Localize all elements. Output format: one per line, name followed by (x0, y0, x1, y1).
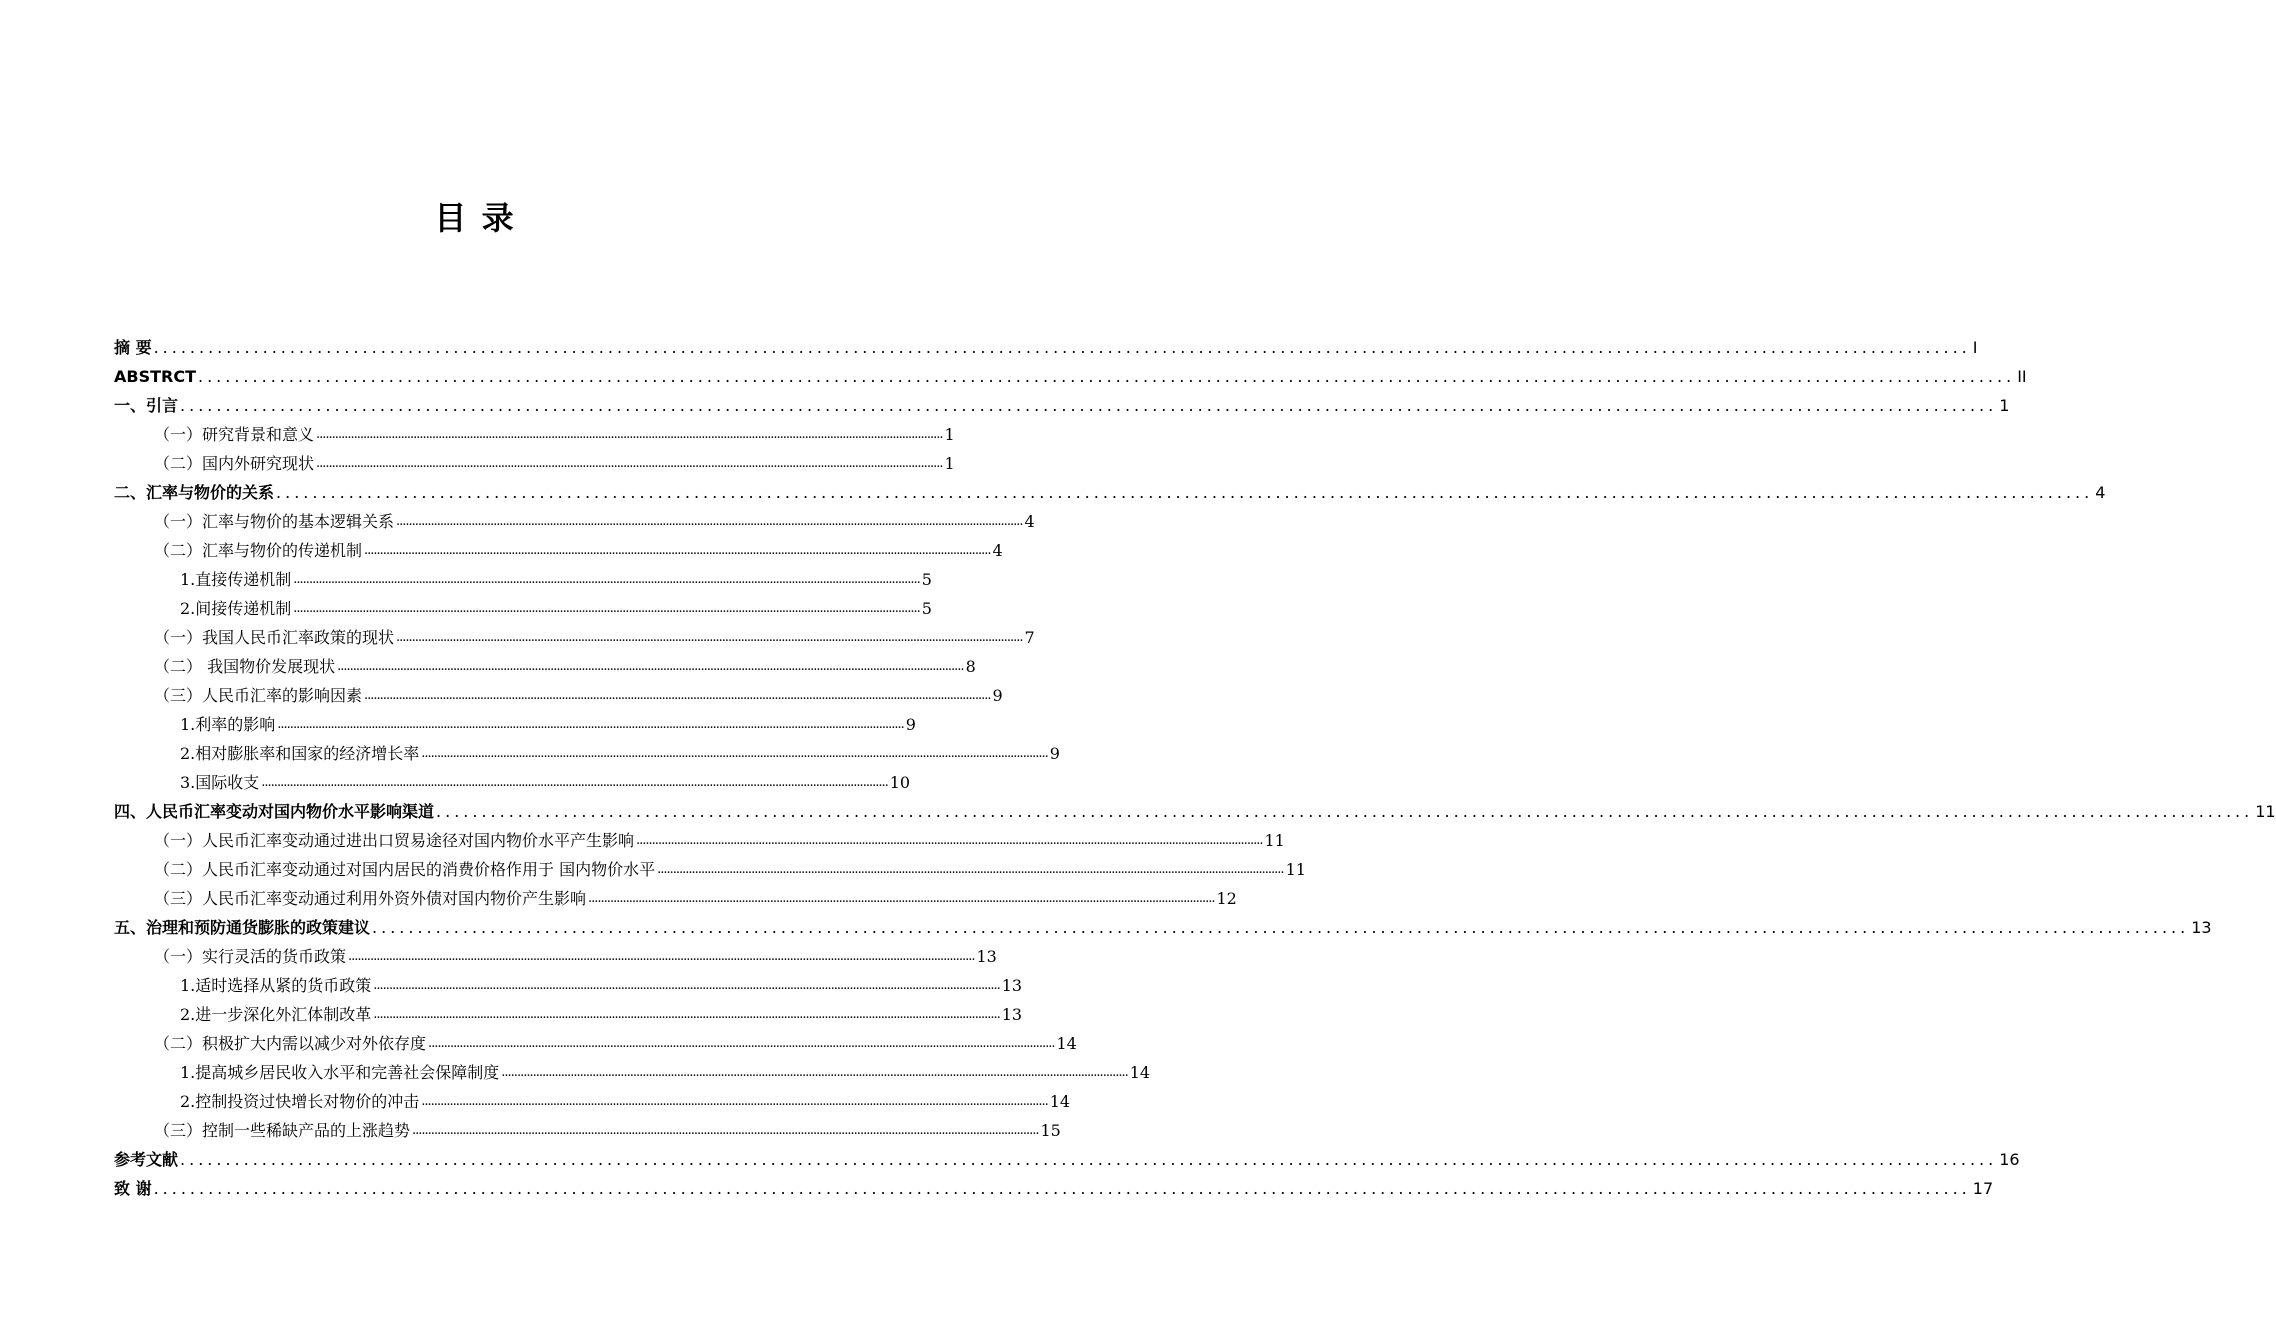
toc-entry-label: 1.利率的影响 (180, 715, 276, 734)
toc-entry[interactable] (114, 649, 976, 678)
toc-dot-leader: ........................................................................................................................................................................................................ (396, 514, 1023, 529)
toc-entry-page-number: 8 (965, 657, 976, 676)
toc-dot-leader: ........................................................................................................................................................................................................ (588, 891, 1215, 906)
toc-entry-page-number: 4 (2095, 483, 2106, 502)
toc-dot-leader: ........................................................................................................................................................................................................ (348, 949, 975, 964)
toc-dot-leader: ........................................................................................................................................................................................................ (364, 688, 991, 703)
toc-entry-page-number: 7 (1024, 628, 1035, 647)
toc-entry-label: （三）人民币汇率变动通过利用外资外债对国内物价产生影响 (154, 889, 587, 908)
toc-entry[interactable] (114, 504, 1035, 533)
toc-dot-leader: ........................................................................................................................................................................................................ (412, 1123, 1039, 1138)
toc-entry[interactable] (114, 968, 1023, 997)
toc-dot-leader: ........................................................................................................................................................................................................ (153, 1179, 1971, 1198)
toc-entry-page-number: 11 (2255, 802, 2276, 821)
toc-entry-page-number: II (2017, 367, 2027, 386)
toc-entry-label: 3.国际收支 (180, 773, 260, 792)
toc-dot-leader: ........................................................................................................................................................................................................ (436, 802, 2254, 821)
toc-entry-page-number: 5 (921, 599, 932, 618)
toc-entry[interactable] (114, 1055, 1151, 1084)
toc-entry-label: （一）实行灵活的货币政策 (154, 947, 347, 966)
toc-dot-leader: ........................................................................................................................................................................................................ (421, 1094, 1048, 1109)
toc-dot-leader: ........................................................................................................................................................................................................ (657, 862, 1284, 877)
toc-entry-label: 四、人民币汇率变动对国内物价水平影响渠道 (114, 802, 435, 821)
toc-dot-leader: ........................................................................................................................................................................................................ (180, 396, 1998, 415)
toc-entry-page-number: 10 (889, 773, 911, 792)
toc-entry[interactable] (114, 881, 1237, 910)
toc-dot-leader: ........................................................................................................................................................................................................ (372, 918, 2190, 937)
toc-entry[interactable] (114, 591, 932, 620)
toc-entry-page-number: 1 (944, 454, 955, 473)
toc-entry[interactable] (114, 678, 1003, 707)
toc-entry-label: 五、治理和预防通货膨胀的政策建议 (114, 918, 371, 937)
toc-dot-leader: ........................................................................................................................................................................................................ (337, 659, 964, 674)
toc-entry-page-number: 11 (1264, 831, 1285, 850)
toc-entry[interactable] (114, 1171, 1994, 1200)
toc-entry[interactable] (114, 939, 997, 968)
toc-dot-leader: ........................................................................................................................................................................................................ (373, 978, 1000, 993)
toc-entry-label: （二）国内外研究现状 (154, 454, 315, 473)
toc-entry[interactable] (114, 794, 2276, 823)
toc-entry[interactable] (114, 562, 932, 591)
toc-title: 目 录 (434, 199, 516, 237)
toc-entry-label: （一）汇率与物价的基本逻辑关系 (154, 512, 395, 531)
toc-entry[interactable] (114, 475, 2106, 504)
toc-dot-leader: ........................................................................................................................................................................................................ (421, 746, 1048, 761)
toc-entry-label: 致 谢 (114, 1179, 152, 1198)
toc-entry[interactable] (114, 1026, 1077, 1055)
toc-entry-page-number: 13 (1001, 1005, 1023, 1024)
toc-entry-label: （二）积极扩大内需以减少对外依存度 (154, 1034, 427, 1053)
toc-entry-page-number: 1 (944, 425, 955, 444)
toc-entry[interactable] (114, 1142, 2020, 1171)
toc-entry-page-number: 12 (1216, 889, 1237, 908)
toc-dot-leader: ........................................................................................................................................................................................................ (373, 1007, 1000, 1022)
toc-entry-label: （二）人民币汇率变动通过对国内居民的消费价格作用于 国内物价水平 (154, 860, 656, 879)
toc-entry-page-number: 17 (1972, 1179, 1994, 1198)
toc-entry[interactable] (114, 417, 955, 446)
toc-entry-label: （二） 我国物价发展现状 (154, 657, 336, 676)
toc-entry-page-number: 4 (992, 541, 1003, 560)
toc-entry-page-number: 14 (1129, 1063, 1151, 1082)
toc-entry-page-number: 14 (1049, 1092, 1071, 1111)
toc-entry-label: （一）人民币汇率变动通过进出口贸易途径对国内物价水平产生影响 (154, 831, 635, 850)
toc-entry-label: （二）汇率与物价的传递机制 (154, 541, 363, 560)
toc-entry-label: 2.间接传递机制 (180, 599, 292, 618)
toc-entry-page-number: 14 (1056, 1034, 1077, 1053)
toc-entry-page-number: I (1972, 338, 1978, 357)
toc-entry[interactable] (114, 997, 1023, 1026)
toc-entry-label: （一）研究背景和意义 (154, 425, 315, 444)
toc-entry-label: （三）控制一些稀缺产品的上涨趋势 (154, 1121, 411, 1140)
toc-dot-leader: ........................................................................................................................................................................................................ (261, 775, 888, 790)
toc-dot-leader: ........................................................................................................................................................................................................ (293, 601, 920, 616)
toc-entry[interactable] (114, 823, 1285, 852)
toc-entry[interactable] (114, 388, 2010, 417)
toc-entry-label: 二、汇率与物价的关系 (114, 483, 275, 502)
toc-entry[interactable] (114, 620, 1035, 649)
toc-dot-leader: ........................................................................................................................................................................................................ (636, 833, 1263, 848)
toc-dot-leader: ........................................................................................................................................................................................................ (428, 1036, 1055, 1051)
toc-entry-page-number: 1 (1999, 396, 2010, 415)
toc-entry-label: 一、引言 (114, 396, 179, 415)
toc-entry-label: 1.提高城乡居民收入水平和完善社会保障制度 (180, 1063, 500, 1082)
toc-entry-page-number: 16 (1999, 1150, 2020, 1169)
toc-dot-leader: ........................................................................................................................................................................................................ (180, 1150, 1998, 1169)
toc-entry-label: （一）我国人民币汇率政策的现状 (154, 628, 395, 647)
toc-entry-label: 2.控制投资过快增长对物价的冲击 (180, 1092, 420, 1111)
toc-entry-label: （三）人民币汇率的影响因素 (154, 686, 363, 705)
table-of-contents (114, 330, 2276, 1200)
toc-entry-page-number: 4 (1024, 512, 1035, 531)
toc-dot-leader: ........................................................................................................................................................................................................ (364, 543, 991, 558)
toc-dot-leader: ........................................................................................................................................................................................................ (316, 456, 943, 471)
toc-entry[interactable] (114, 736, 1060, 765)
toc-dot-leader: ........................................................................................................................................................................................................ (277, 717, 904, 732)
toc-entry[interactable] (114, 1113, 1061, 1142)
toc-entry-page-number: 9 (905, 715, 916, 734)
toc-dot-leader: ........................................................................................................................................................................................................ (501, 1065, 1128, 1080)
toc-entry-label: 2.进一步深化外汇体制改革 (180, 1005, 372, 1024)
toc-entry-page-number: 13 (2191, 918, 2212, 937)
toc-entry[interactable] (114, 359, 2027, 388)
toc-entry-label: 1.适时选择从紧的货币政策 (180, 976, 372, 995)
toc-entry-page-number: 9 (1049, 744, 1060, 763)
toc-dot-leader: ........................................................................................................................................................................................................ (198, 367, 2016, 386)
toc-dot-leader: ........................................................................................................................................................................................................ (396, 630, 1023, 645)
toc-entry-label: ABSTRCT (114, 367, 196, 386)
toc-entry-page-number: 9 (992, 686, 1003, 705)
toc-entry-label: 参考文献 (114, 1150, 179, 1169)
toc-entry-page-number: 13 (976, 947, 997, 966)
toc-entry-page-number: 13 (1001, 976, 1023, 995)
toc-entry-label: 2.相对膨胀率和国家的经济增长率 (180, 744, 420, 763)
toc-dot-leader: ........................................................................................................................................................................................................ (276, 483, 2094, 502)
toc-entry[interactable] (114, 910, 2212, 939)
toc-entry[interactable] (114, 707, 916, 736)
toc-entry-page-number: 15 (1040, 1121, 1061, 1140)
toc-entry[interactable] (114, 765, 911, 794)
toc-entry[interactable] (114, 446, 955, 475)
toc-entry-page-number: 5 (921, 570, 932, 589)
toc-dot-leader: ........................................................................................................................................................................................................ (293, 572, 920, 587)
toc-entry[interactable] (114, 533, 1003, 562)
toc-entry-label: 摘 要 (114, 338, 152, 357)
toc-entry-page-number: 11 (1285, 860, 1306, 879)
toc-entry-label: 1.直接传递机制 (180, 570, 292, 589)
toc-entry[interactable] (114, 1084, 1071, 1113)
toc-dot-leader: ........................................................................................................................................................................................................ (153, 338, 1971, 357)
toc-entry[interactable] (114, 852, 1306, 881)
toc-dot-leader: ........................................................................................................................................................................................................ (316, 427, 943, 442)
toc-entry[interactable] (114, 330, 1978, 359)
